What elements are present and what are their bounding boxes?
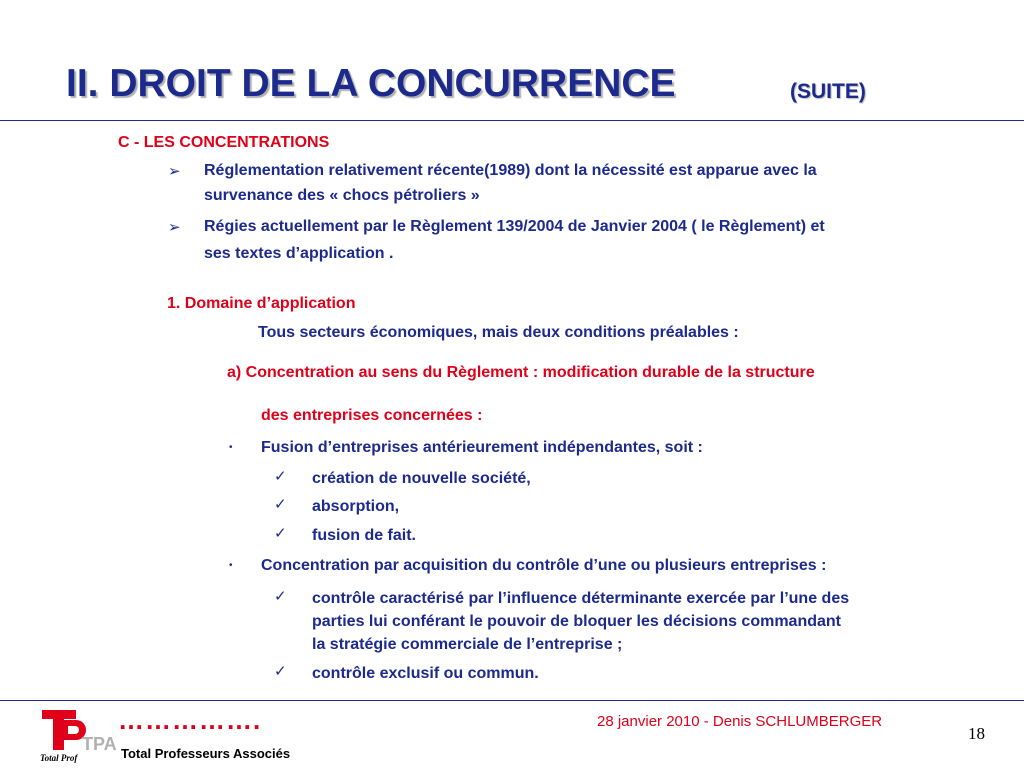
- arrow-bullet-1-line-2: survenance des « chocs pétroliers »: [204, 187, 480, 204]
- footer-date-author: 28 janvier 2010 - Denis SCHLUMBERGER: [597, 713, 883, 730]
- logo-caption: Total Prof: [40, 753, 78, 763]
- footer-dots: …………….: [118, 705, 262, 735]
- total-prof-logo-icon: [38, 708, 117, 764]
- bullet-1-check-1: création de nouvelle société,: [312, 470, 531, 487]
- subsection-intro: Tous secteurs économiques, mais deux conditions préalables :: [258, 324, 739, 341]
- page-number: 18: [968, 724, 985, 743]
- page-title: II. DROIT DE LA CONCURRENCE: [66, 62, 676, 105]
- arrow-bullet-2-line-1: Régies actuellement par le Règlement 139/2004 de Janvier 2004 ( le Règlement) et: [204, 218, 825, 235]
- checkmark-icon: ✓: [274, 663, 287, 680]
- arrow-bullet-2-line-2: ses textes d’application .: [204, 245, 394, 262]
- logo-letters: TPA: [82, 734, 117, 754]
- bullet-2-check-1-line-2: parties lui conférant le pouvoir de bloquer les décisions commandant: [312, 613, 841, 630]
- bullet-1-text: Fusion d’entreprises antérieurement indépendantes, soit :: [261, 439, 703, 456]
- page-title-suite: (SUITE): [790, 80, 866, 103]
- footer-divider: [0, 700, 1024, 701]
- condition-a-line-1: a) Concentration au sens du Règlement : modification durable de la structure: [227, 364, 815, 381]
- condition-a-line-2: des entreprises concernées :: [261, 407, 483, 424]
- bullet-1-check-3: fusion de fait.: [312, 527, 416, 544]
- bullet-2-check-1-line-1: contrôle caractérisé par l’influence déterminante exercée par l’une des: [312, 590, 850, 607]
- checkmark-icon: ✓: [274, 496, 287, 513]
- title-divider: [0, 120, 1024, 121]
- company-name: Total Professeurs Associés: [121, 746, 291, 761]
- checkmark-icon: ✓: [274, 588, 287, 605]
- checkmark-icon: ✓: [274, 468, 287, 485]
- checkmark-icon: ✓: [274, 525, 287, 542]
- arrow-bullet-icon: ➢: [168, 163, 181, 180]
- bullet-1-check-2: absorption,: [312, 498, 400, 515]
- section-heading: C - LES CONCENTRATIONS: [118, 134, 330, 151]
- dot-bullet-icon: •: [229, 560, 233, 571]
- bullet-2-text: Concentration par acquisition du contrôle d’une ou plusieurs entreprises :: [261, 557, 827, 574]
- subsection-heading: 1. Domaine d’application: [167, 295, 356, 312]
- bullet-2-check-1-line-3: la stratégie commerciale de l’entreprise ;: [312, 636, 623, 653]
- bullet-2-check-2: contrôle exclusif ou commun.: [312, 665, 539, 682]
- dot-bullet-icon: •: [229, 442, 233, 453]
- arrow-bullet-icon: ➢: [168, 219, 181, 236]
- arrow-bullet-1-line-1: Réglementation relativement récente(1989) dont la nécessité est apparue avec la: [204, 162, 817, 179]
